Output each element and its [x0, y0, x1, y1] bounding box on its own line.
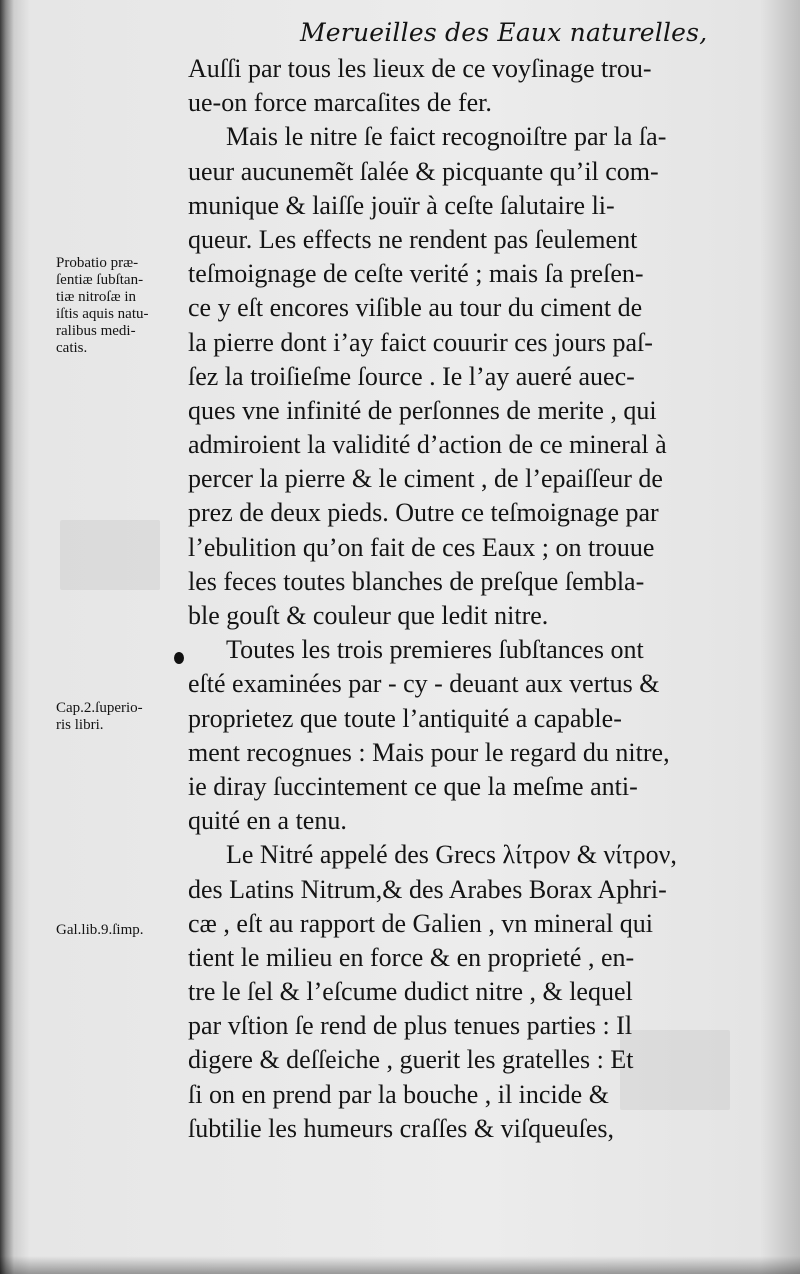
text-line: ueur aucunemẽt ſalée & picquante qu’il com- — [188, 156, 659, 186]
text-line: eſté examinées par - cy - deuant aux vertus & — [188, 669, 660, 699]
text-line: cæ , eſt au rapport de Galien , vn mineral qui — [188, 908, 653, 938]
text-line: quité en a tenu. — [188, 806, 347, 836]
margin-note-line: Cap.2.ſuperio- — [56, 700, 143, 716]
text-line: les feces toutes blanches de preſque ſembla- — [188, 566, 645, 596]
margin-note-line: ſentiæ ſubſtan- — [56, 272, 144, 288]
text-line: ſez la troiſieſme ſource . Ie l’ay aueré auec- — [188, 361, 635, 391]
body-text — [188, 52, 740, 1146]
text-line: Auſſi par tous les lieux de ce voyſinage trou- — [188, 54, 652, 83]
ink-blot — [174, 652, 184, 664]
text-line: ment recognues : Mais pour le regard du nitre, — [188, 737, 670, 767]
text-line: prez de deux pieds. Outre ce teſmoignage par — [188, 498, 659, 528]
text-line: Toutes les trois premieres ſubſtances ont — [226, 635, 644, 665]
text-line: ce y eſt encores viſible au tour du ciment de — [188, 293, 643, 323]
show-through-stain — [60, 520, 160, 590]
text-line: la pierre dont i’ay faict couurir ces jours paſ- — [188, 327, 653, 357]
margin-note-line: Gal.lib.9.ſimp. — [56, 922, 144, 938]
text-line: ques vne infinité de perſonnes de merite , qui — [188, 395, 657, 425]
margin-note-capitulum — [56, 700, 196, 734]
text-line: par vſtion ſe rend de plus tenues parties : Il — [188, 1011, 633, 1041]
text-line: tient le milieu en force & en proprieté , en- — [188, 942, 635, 972]
margin-note-line: ris libri. — [56, 717, 104, 733]
text-line: teſmoignage de ceſte verité ; mais ſa preſen- — [188, 259, 644, 289]
text-line: Le Nitré appelé des Grecs λίτρον & νίτρον, — [226, 840, 677, 870]
margin-note-line: ralibus medi- — [56, 323, 136, 339]
margin-note-probatio — [56, 255, 196, 357]
text-line: munique & laiſſe jouïr à ceſte ſalutaire li- — [188, 190, 615, 220]
running-head: Merueilles des Eaux naturelles, — [300, 18, 708, 47]
text-line: des Latins Nitrum,& des Arabes Borax Aphri- — [188, 874, 667, 904]
text-line: Mais le nitre ſe faict recognoiſtre par la ſa- — [226, 122, 667, 152]
text-line: tre le ſel & l’eſcume dudict nitre , & lequel — [188, 977, 633, 1007]
text-line: ie diray ſuccintement ce que la meſme anti- — [188, 771, 638, 801]
text-line: digere & deſſeiche , guerit les gratelles : Et — [188, 1045, 634, 1075]
text-line: proprietez que toute l’antiquité a capable- — [188, 703, 622, 733]
margin-note-line: Probatio præ- — [56, 255, 139, 271]
text-line: l’ebulition qu’on fait de ces Eaux ; on trouue — [188, 532, 655, 562]
text-line: admiroient la validité d’action de ce mineral à — [188, 430, 667, 460]
margin-note-line: iſtis aquis natu- — [56, 306, 149, 322]
margin-note-line: catis. — [56, 340, 88, 356]
text-line: ue-on force marcaſites de fer. — [188, 88, 492, 118]
text-line: ſubtilie les humeurs craſſes & viſqueuſes, — [188, 1113, 615, 1143]
text-line: ble gouſt & couleur que ledit nitre. — [188, 601, 549, 630]
text-line: percer la pierre & le ciment , de l’epaiſſeur de — [188, 464, 663, 494]
margin-note-galen — [56, 922, 196, 939]
text-line: ſi on en prend par la bouche , il incide & — [188, 1079, 609, 1109]
margin-note-line: tiæ nitroſæ in — [56, 289, 137, 305]
text-line: queur. Les effects ne rendent pas ſeulement — [188, 224, 638, 254]
